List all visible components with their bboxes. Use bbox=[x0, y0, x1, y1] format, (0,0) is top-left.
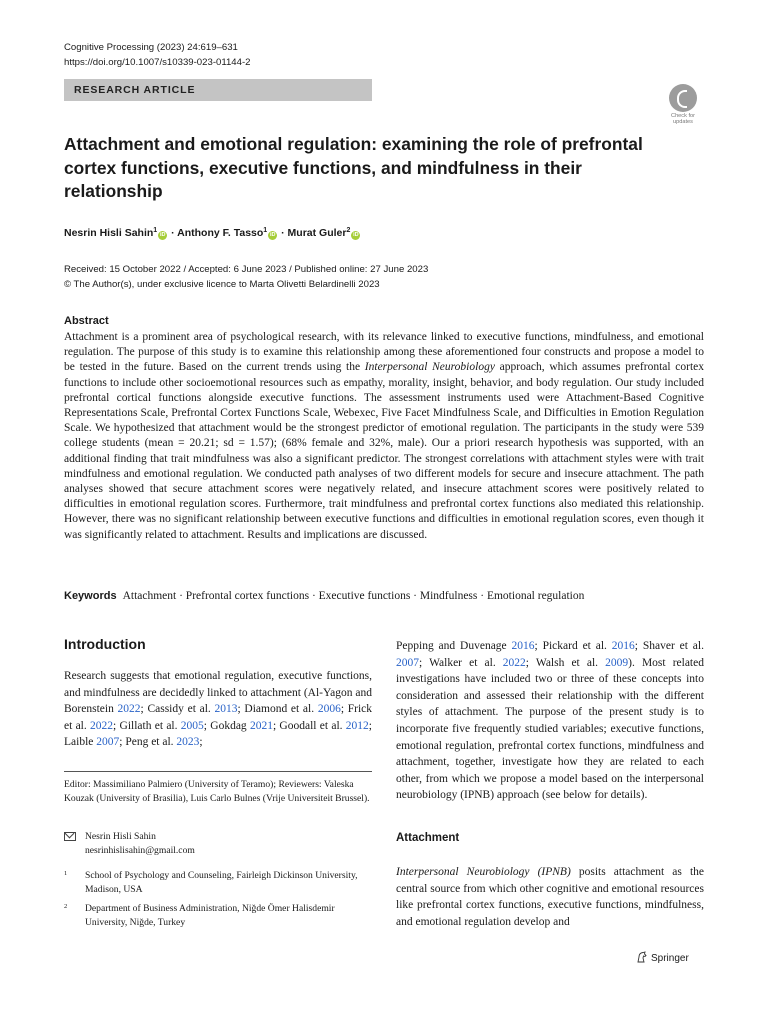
footnote-divider bbox=[64, 771, 372, 772]
citation-link[interactable]: 2007 bbox=[96, 736, 120, 749]
journal-citation: Cognitive Processing (2023) 24:619–631 bbox=[64, 42, 238, 53]
citation-link[interactable]: 2013 bbox=[214, 703, 238, 716]
introduction-paragraph-right: Pepping and Duvenage 2016; Pickard et al. 2016; Shaver et al. 2007; Walker et al. 2022; Walsh et al. 2009). Most related investigations have included two or three of these concepts into consideration and assessed their relationship with the different styles of attachment. The purpose of the present study is to incorporate five frequently studied variables; executive functions, emotional regulation, prefrontal cortex functions, mindfulness and attachment, together, investigate how they are related to each other, from which we propose a model based on the interpersonal neurobiology (IPNB) approach (see below for details). bbox=[396, 640, 704, 802]
citation-link[interactable]: 2022 bbox=[90, 719, 114, 732]
citation-link[interactable]: 2007 bbox=[396, 656, 419, 669]
orcid-icon[interactable]: iD bbox=[159, 232, 166, 238]
check-updates-icon bbox=[669, 84, 697, 112]
corresponding-email[interactable]: nesrinhislisahin@gmail.com bbox=[85, 844, 195, 856]
introduction-heading: Introduction bbox=[64, 636, 146, 652]
abstract-heading: Abstract bbox=[64, 315, 109, 327]
abstract-body: Attachment is a prominent area of psychological research, with its relevance linked to executive functions, mindfulness, and emotional regulation. The purpose of this study is to examine this relationship among these aforementioned four constructs and propose a model to be tested in the future. Based on the current trends using the Interpersonal Neurobiology approach, which assumes prefrontal cortex functions to include other socioemotional resources such as empathy, morality, insight, behavior, and body regulation. Our study included prefrontal cortical functions alongside executive functions. The assessment instruments used were Attachment-Based Cognitive Representations Scale, Prefrontal Cortex Functions Scale, Webexec, Five Facet Mindfulness Scale, and Difficulties in Emotion Regulation Scale. We hypothesized that attachment would be the strongest predictor of emotional regulation. The participants in the study were 539 college students (mean = 20.21; sd = 1.57); (68% female and 32%, male). Our a priori research hypothesis was supported, with an additional finding that trait mindfulness was also a significant predictor. The strongest correlations with attachment styles were with trait mindfulness and emotional regulation. We conducted path analyses of two different models for secure and insecure attachment. The path analyses showed that secure attachment scores were negatively related, and insecure attachment scores were positively related to difficulties in emotional regulation scores. Furthermore, trait mindfulness and prefrontal cortex functions also mediated this relationship. However, there was no significant relationship between executive functions and difficulties in emotional regulation scores, even though it was significantly related to attachment. Results and implications are discussed. bbox=[64, 331, 705, 541]
citation-link[interactable]: 2005 bbox=[180, 719, 204, 732]
check-for-updates-badge[interactable] bbox=[664, 84, 702, 125]
citation-link[interactable]: 2012 bbox=[345, 719, 369, 732]
citation-link[interactable]: 2022 bbox=[502, 656, 526, 669]
article-type-banner: RESEARCH ARTICLE bbox=[64, 79, 372, 101]
citation-link[interactable]: 2023 bbox=[176, 736, 200, 749]
keywords bbox=[64, 588, 584, 604]
citation-link[interactable]: 2009 bbox=[605, 656, 629, 669]
orcid-icon[interactable]: iD bbox=[353, 232, 359, 238]
attachment-heading: Attachment bbox=[396, 832, 460, 844]
publisher-logo: Springer bbox=[636, 951, 689, 967]
corresponding-name: Nesrin Hisli Sahin bbox=[85, 831, 156, 842]
author-affiliation-number: 1 bbox=[263, 227, 268, 234]
author-affiliation-number: 2 bbox=[346, 227, 351, 234]
citation-link[interactable]: 2016 bbox=[611, 640, 635, 652]
introduction-paragraph-left: Research suggests that emotional regulation, executive functions, and mindfulness are decidedly linked to attachment (Al-Yagon and Borenstein 2022; Cassidy et al. 2013; Diamond et al. 2006; Frick et al. 2022; Gillath et al. 2005; Gokdag 2021; Goodall et al. 2012; Laible 2007; Peng et al. 2023; bbox=[64, 670, 373, 749]
citation-link[interactable]: 2016 bbox=[511, 640, 535, 652]
author-name[interactable]: Murat Guler bbox=[287, 227, 347, 239]
envelope-icon bbox=[64, 832, 76, 841]
citation-link[interactable]: 2021 bbox=[249, 719, 273, 732]
springer-horse-icon bbox=[636, 951, 648, 963]
date-history: Received: 15 October 2022 / Accepted: 6 June 2023 / Published online: 27 June 2023 bbox=[64, 264, 429, 275]
author-name[interactable]: Anthony F. Tasso bbox=[177, 227, 264, 239]
author-separator: · bbox=[278, 227, 288, 239]
author-separator: · bbox=[168, 227, 178, 239]
editor-note: Editor: Massimiliano Palmiero (University of Teramo); Reviewers: Valeska Kouzak (University of Brasilia), Luis Carlo Bulnes (Vrije Universiteit Brussel). bbox=[64, 779, 370, 804]
citation-link[interactable]: 2006 bbox=[317, 703, 341, 716]
doi-link[interactable]: https://doi.org/10.1007/s10339-023-01144-2 bbox=[64, 57, 251, 68]
citation-link[interactable]: 2022 bbox=[117, 703, 141, 716]
keywords-list: Attachment · Prefrontal cortex functions · Executive functions · Mindfulness · Emotional regulation bbox=[122, 590, 585, 602]
author-affiliation-number: 1 bbox=[153, 227, 158, 234]
keywords-label: Keywords bbox=[64, 590, 117, 602]
journal-header bbox=[64, 40, 251, 70]
publication-dates bbox=[64, 263, 428, 292]
abstract-italic-term: Interpersonal Neurobiology bbox=[364, 361, 495, 374]
article-title: Attachment and emotional regulation: examining the role of prefrontal cortex functions, executive functions, and mindfulness in their relationship bbox=[64, 134, 643, 201]
attachment-paragraph: Interpersonal Neurobiology (IPNB) posits attachment as the central source from which other cognitive and emotional resources like prefrontal cortex functions, executive functions, mindfulness, and emotional regulation develop and bbox=[396, 866, 704, 928]
author-name[interactable]: Nesrin Hisli Sahin bbox=[64, 227, 154, 239]
author-list bbox=[64, 225, 361, 241]
check-updates-label: Check for updates bbox=[671, 113, 695, 125]
copyright-notice: © The Author(s), under exclusive licence to Marta Olivetti Belardinelli 2023 bbox=[64, 278, 380, 290]
orcid-icon[interactable]: iD bbox=[269, 232, 276, 238]
